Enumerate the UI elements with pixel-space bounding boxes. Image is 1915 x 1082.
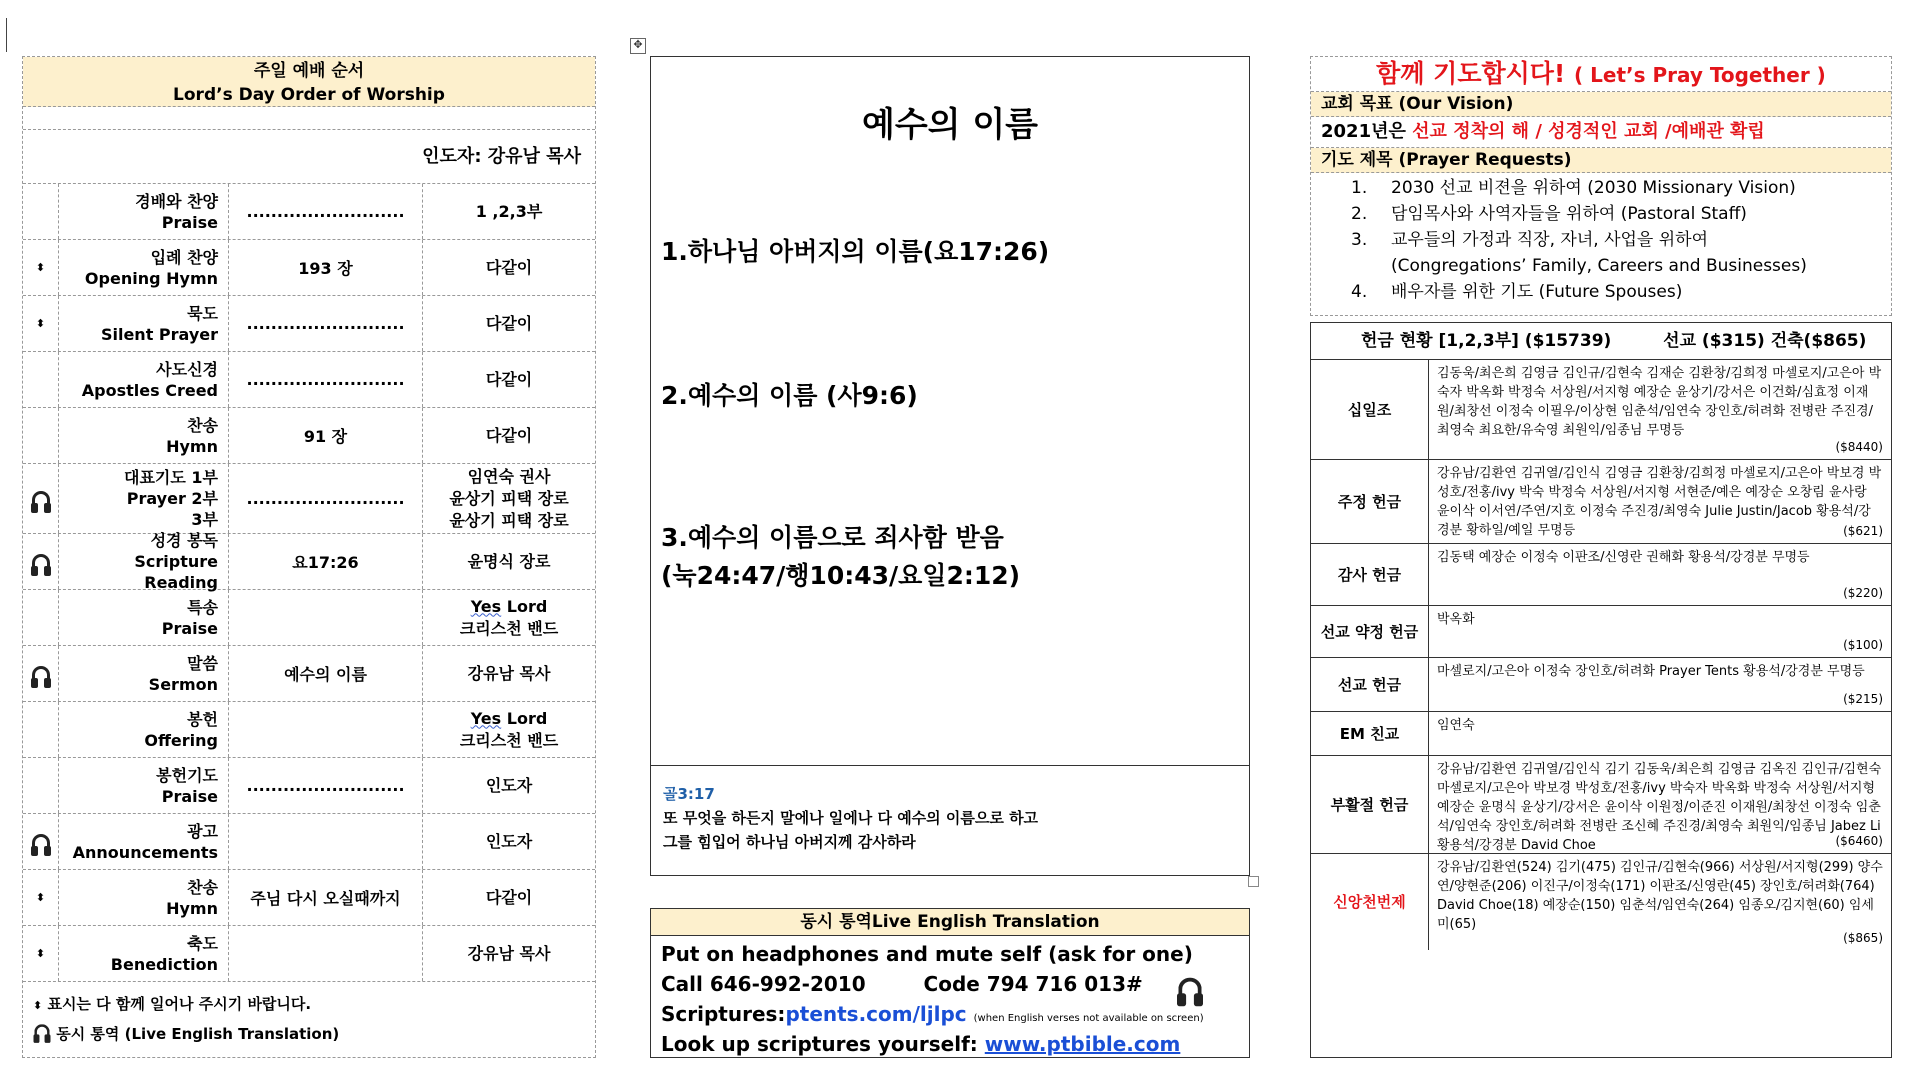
sermon-point-3-refs: (눅24:47/행10:43/요일2:12) — [661, 561, 1021, 590]
order-row-person — [423, 646, 595, 701]
stand-icon: ⬍ — [23, 926, 59, 981]
offering-names: 강유남/김환연(524) 김기(475) 김인규/김현숙(966) 서상원/서지형(299) 양수연/양현준(206) 이진구/이정숙(171) 이판조/신영란(45) 장인호/허려화(764) David Choe(18) 예장순(150) 임춘석/임연숙(264) 임종오/김지현(60) 임세미(65) — [1437, 860, 1883, 932]
order-row-detail: 193 장 — [229, 240, 423, 295]
offering-amount: ($6460) — [1835, 834, 1883, 848]
order-row-title — [59, 758, 229, 813]
offering-type: 선교 헌금 — [1311, 658, 1429, 711]
person-line: 윤상기 피택 장로 — [449, 510, 569, 530]
order-row-icon-cell — [23, 408, 59, 463]
order-item-en: Praise — [161, 786, 218, 806]
request-number: 2. — [1351, 204, 1368, 224]
order-item-en: Announcements — [72, 842, 218, 862]
sermon-panel — [650, 56, 1250, 876]
offering-row — [1311, 544, 1891, 606]
order-row — [23, 646, 595, 702]
sermon-point-3: 3.예수의 이름으로 죄사함 받음 — [661, 523, 1004, 552]
request-text: 담임목사와 사역자들을 위하여 (Pastoral Staff) — [1391, 204, 1747, 224]
prayer-request-item — [1351, 279, 1891, 305]
ptbible-link[interactable]: www.ptbible.com — [984, 1032, 1181, 1056]
headphones-icon — [23, 814, 59, 869]
order-row — [23, 702, 595, 758]
verse-box — [651, 765, 1249, 875]
person-line: 다같이 — [485, 313, 533, 333]
order-item-en: Opening Hymn — [84, 268, 218, 288]
translation-line-2 — [661, 969, 1143, 999]
person-line: 강유남 목사 — [467, 943, 551, 963]
resize-handle[interactable] — [1248, 876, 1259, 887]
order-item-en: Benediction — [110, 954, 218, 974]
order-item-ko: 입례 찬양 — [150, 247, 218, 267]
vision-goal-1: 선교 정착의 해 — [1412, 121, 1530, 142]
offering-panel — [1310, 322, 1892, 1058]
order-row-detail: .......................... — [229, 184, 423, 239]
order-row-detail: 91 장 — [229, 408, 423, 463]
offering-header — [1311, 323, 1891, 360]
order-row — [23, 408, 595, 464]
offering-names-cell — [1429, 854, 1891, 950]
order-row-detail: 예수의 이름 — [229, 646, 423, 701]
order-item-ko: 찬송 — [187, 877, 218, 897]
offering-total: 헌금 현황 [1,2,3부] ($15739) — [1361, 331, 1612, 351]
prayer-request-item — [1351, 175, 1891, 201]
order-item-ko: 사도신경 — [156, 359, 218, 379]
leader-line: 인도자: 강유남 목사 — [23, 130, 595, 184]
order-row-title — [59, 184, 229, 239]
offering-type: 부활절 헌금 — [1311, 756, 1429, 853]
spacer — [23, 107, 595, 130]
order-item-ko: 말씀 — [187, 653, 218, 673]
order-item-en: Offering — [144, 730, 218, 750]
person-line: 1 ,2,3부 — [475, 201, 543, 221]
stand-icon: ⬍ — [33, 999, 43, 1012]
order-row-title — [59, 464, 229, 533]
offering-amount: ($100) — [1843, 638, 1883, 652]
order-row-title — [59, 590, 229, 645]
stand-note: 표시는 다 함께 일어나 주시기 바랍니다. — [47, 995, 312, 1013]
order-row — [23, 240, 595, 296]
offering-row — [1311, 756, 1891, 854]
order-row — [23, 184, 595, 240]
request-number: 4. — [1351, 282, 1368, 302]
order-item-en: Apostles Creed — [81, 380, 218, 400]
prayer-panel — [1310, 56, 1892, 316]
order-row-detail — [229, 926, 423, 981]
sermon-title: 예수의 이름 — [861, 105, 1039, 145]
person-line: 다같이 — [485, 257, 533, 277]
order-row-detail: .......................... — [229, 352, 423, 407]
vision-goal-2: / 성경적인 교회 — [1535, 121, 1659, 142]
offering-names: 마셀로지/고은아 이정숙 장인호/허려화 Prayer Tents 황용석/강경분 무명등 — [1437, 664, 1865, 679]
offering-type: 신앙천번제 — [1311, 854, 1429, 950]
order-item-en: Sermon — [148, 674, 218, 694]
offering-type: 주정 헌금 — [1311, 460, 1429, 543]
verse-line-1: 또 무엇을 하든지 말에나 일에나 다 예수의 이름으로 하고 — [663, 809, 1039, 827]
person-line: 강유남 목사 — [467, 663, 551, 683]
order-row-detail — [229, 702, 423, 757]
prayer-request-item — [1351, 201, 1891, 227]
move-handle-icon[interactable]: ✥ — [630, 38, 646, 54]
order-item-en: Silent Prayer — [100, 324, 218, 344]
lookup-label: Look up scriptures yourself: — [661, 1032, 978, 1056]
order-row-title — [59, 408, 229, 463]
offering-amount: ($8440) — [1835, 440, 1883, 454]
order-of-worship-panel — [22, 56, 596, 1058]
offering-amount: ($215) — [1843, 692, 1883, 706]
order-row — [23, 870, 595, 926]
offering-names: 강유남/김환연 김귀열/김인식 김기 김동욱/최은희 김영금 김옥진 김인규/김현숙 마셀로지/고은아 박보경 박성호/전홍/ivy 박숙자 박옥화 박정숙 서상원/서지형 예장순 윤명식 윤상기/강서은 윤이삭 이원정/이준진 이재원/최창선 이정숙 임춘석/임연숙 장인호/허려화 전병란 조신혜 주진경/최영숙 최원익/임종님 Jabez Li 황용석/강경분 David Choe — [1437, 762, 1882, 853]
order-row-person — [423, 702, 595, 757]
order-row-title — [59, 702, 229, 757]
offering-names-cell — [1429, 544, 1891, 605]
order-item-ko: 봉헌기도 — [156, 765, 218, 785]
offering-names: 김동욱/최은희 김영금 김인규/김현숙 김재순 김환창/김희정 마셀로지/고은아 박숙자 박옥화 박정숙 서상원/서지형 예장순 윤상기/강서은 이건화/심효정 이재원/최창선 이정숙 이필우/이상현 임춘석/임연숙 장인호/허려화 전병란 주진경/최영숙 최요한/유숙영 최원익/임종님 무명등 — [1437, 366, 1882, 438]
order-row — [23, 464, 595, 534]
order-row-icon-cell — [23, 702, 59, 757]
offering-row — [1311, 360, 1891, 460]
meeting-code: Code 794 716 013# — [923, 972, 1143, 996]
order-row-title — [59, 531, 229, 592]
offering-names-cell — [1429, 606, 1891, 657]
prayer-title-ko: 함께 기도합시다! — [1376, 59, 1566, 88]
offering-amount: ($220) — [1843, 586, 1883, 600]
offering-row — [1311, 712, 1891, 756]
offering-names-cell — [1429, 360, 1891, 459]
order-row-person — [423, 870, 595, 925]
order-item-en: Prayer 2부 — [126, 489, 218, 508]
person-line: 다같이 — [485, 369, 533, 389]
order-row — [23, 352, 595, 408]
translation-note: 동시 통역 (Live English Translation) — [56, 1025, 340, 1043]
prayer-title-en: ( Let’s Pray Together ) — [1574, 63, 1826, 87]
person-line: 인도자 — [485, 831, 533, 851]
order-row-person — [423, 352, 595, 407]
offering-amount: ($865) — [1843, 931, 1883, 945]
request-text: 배우자를 위한 기도 (Future Spouses) — [1391, 282, 1683, 302]
headphones-icon — [23, 464, 59, 533]
person-line: Yes Lord — [470, 708, 548, 728]
offering-amount: ($621) — [1843, 524, 1883, 538]
person-line: 다같이 — [485, 887, 533, 907]
order-item-ko: 축도 — [187, 933, 218, 953]
order-row-detail: .......................... — [229, 464, 423, 533]
person-line: 크리스천 밴드 — [459, 618, 559, 638]
offering-names-cell — [1429, 712, 1891, 755]
order-item-en: Praise — [161, 212, 218, 232]
translation-panel — [650, 908, 1250, 1058]
headphones-icon — [23, 534, 59, 589]
translation-line-1 — [661, 939, 1193, 969]
order-row — [23, 814, 595, 870]
person-line: 크리스천 밴드 — [459, 730, 559, 750]
translation-header: 동시 통역Live English Translation — [651, 909, 1249, 936]
order-row-detail: .......................... — [229, 296, 423, 351]
call-number: Call 646-992-2010 — [661, 972, 866, 996]
order-row-person — [423, 758, 595, 813]
stand-icon: ⬍ — [23, 870, 59, 925]
offering-type: EM 친교 — [1311, 712, 1429, 755]
order-row-icon-cell — [23, 184, 59, 239]
offering-rows — [1311, 360, 1891, 950]
order-row — [23, 590, 595, 646]
offering-names-cell — [1429, 658, 1891, 711]
offering-row — [1311, 854, 1891, 950]
order-row-person — [423, 534, 595, 589]
order-row-detail — [229, 814, 423, 869]
offering-names-cell — [1429, 756, 1891, 853]
order-row-title — [59, 240, 229, 295]
order-row — [23, 926, 595, 982]
order-item-ko: 찬송 — [187, 415, 218, 435]
order-item-en: Hymn — [166, 436, 218, 456]
scriptures-label: Scriptures: — [661, 1002, 786, 1026]
verse-ref: 골3:17 — [663, 785, 715, 803]
order-row-title — [59, 296, 229, 351]
translation-line-4 — [661, 1029, 1180, 1059]
person-line: 윤상기 피택 장로 — [449, 488, 569, 508]
order-header — [23, 57, 595, 107]
person-line: 임연숙 권사 — [467, 466, 551, 486]
order-title-ko: 주일 예배 순서 — [253, 61, 365, 81]
order-row-person — [423, 296, 595, 351]
stand-icon: ⬍ — [23, 296, 59, 351]
order-row-detail: 요17:26 — [229, 534, 423, 589]
requests-header: 기도 제목 (Prayer Requests) — [1311, 148, 1891, 173]
mission-building-total: 선교 ($315) 건축($865) — [1663, 331, 1867, 351]
offering-names: 김동택 예장순 이정숙 이판조/신영란 권해화 황용석/강경분 무명등 — [1437, 550, 1810, 565]
order-item-ko: 묵도 — [187, 303, 218, 323]
order-row-title — [59, 926, 229, 981]
order-row-person — [423, 408, 595, 463]
offering-type: 십일조 — [1311, 360, 1429, 459]
offering-names: 박옥화 — [1437, 612, 1475, 627]
offering-type: 감사 헌금 — [1311, 544, 1429, 605]
request-number: 1. — [1351, 178, 1368, 198]
prayer-requests-list — [1311, 173, 1891, 305]
order-row-detail — [229, 590, 423, 645]
order-row-person — [423, 184, 595, 239]
prayer-request-item — [1351, 253, 1891, 279]
stand-icon: ⬍ — [23, 240, 59, 295]
order-row-title — [59, 646, 229, 701]
offering-row — [1311, 606, 1891, 658]
headphones-instruction: Put on headphones and mute self (ask for one) — [661, 942, 1193, 966]
vision-line — [1311, 117, 1891, 148]
request-number: 3. — [1351, 230, 1368, 250]
person-line: Yes Lord — [470, 596, 548, 616]
order-item-en: Hymn — [166, 898, 218, 918]
order-item-ko: 성경 봉독 — [150, 531, 218, 550]
order-item-ko: 경배와 찬양 — [135, 191, 218, 211]
sermon-point-2: 2.예수의 이름 (사9:6) — [661, 381, 918, 410]
person-line: 윤명식 장로 — [467, 551, 551, 571]
order-row — [23, 296, 595, 352]
request-text: (Congregations’ Family, Careers and Businesses) — [1391, 256, 1807, 276]
headphones-icon — [23, 646, 59, 701]
offering-row — [1311, 658, 1891, 712]
order-row — [23, 758, 595, 814]
order-row-title — [59, 352, 229, 407]
prayer-request-item — [1351, 227, 1891, 253]
offering-names: 임연숙 — [1437, 718, 1475, 733]
order-row-person — [423, 814, 595, 869]
order-row-detail: 주님 다시 오실때까지 — [229, 870, 423, 925]
request-text: 2030 선교 비젼을 위하여 (2030 Missionary Vision) — [1391, 178, 1796, 198]
order-row-title — [59, 870, 229, 925]
order-item-en: Praise — [161, 618, 218, 638]
order-item-ko: 광고 — [187, 821, 218, 841]
order-row-person — [423, 590, 595, 645]
headphones-icon — [1178, 978, 1201, 999]
order-rows — [23, 184, 595, 982]
order-row-icon-cell — [23, 758, 59, 813]
order-row-title — [59, 814, 229, 869]
request-text: 교우들의 가정과 직장, 자녀, 사업을 위하여 — [1391, 230, 1709, 250]
order-item-ko: 대표기도 1부 — [124, 468, 218, 487]
verse-line-2: 그를 힘입어 하나님 아버지께 감사하라 — [663, 833, 916, 851]
order-item-en: Scripture Reading — [134, 552, 218, 592]
order-row-person — [423, 464, 595, 533]
order-notes — [23, 982, 595, 1057]
order-item-extra: 3부 — [191, 510, 218, 529]
vision-year: 2021년은 — [1321, 121, 1406, 142]
order-row-person — [423, 240, 595, 295]
order-row-icon-cell — [23, 590, 59, 645]
vision-goal-3: /예배관 확립 — [1665, 121, 1765, 142]
person-line: 인도자 — [485, 775, 533, 795]
offering-row — [1311, 460, 1891, 544]
order-row — [23, 531, 595, 592]
scriptures-link[interactable]: ptents.com/ljlpc — [785, 1002, 967, 1026]
prayer-title — [1311, 57, 1891, 92]
order-title-en: Lord’s Day Order of Worship — [173, 85, 445, 105]
offering-names: 강유남/김환연 김귀열/김인식 김영금 김환창/김희정 마셀로지/고은아 박보경 박성호/전홍/ivy 박숙 박정숙 서상원/서지형 서현준/예은 예장순 오창림 윤사랑 윤이삭 이서연/주연/지호 이정숙 주진경/최영숙 Julie Justin/Jacob 황용석/강경분 황하일/예일 무명등 — [1437, 466, 1882, 538]
offering-type: 선교 약정 헌금 — [1311, 606, 1429, 657]
offering-names-cell — [1429, 460, 1891, 543]
person-line: 다같이 — [485, 425, 533, 445]
scriptures-note: (when English verses not available on screen) — [973, 1013, 1204, 1024]
vision-header: 교회 목표 (Our Vision) — [1311, 92, 1891, 117]
order-item-ko: 특송 — [187, 597, 218, 617]
order-row-icon-cell — [23, 352, 59, 407]
headphones-icon — [34, 1024, 49, 1038]
order-item-ko: 봉헌 — [187, 709, 218, 729]
page-edge-marker — [0, 18, 7, 52]
order-row-person — [423, 926, 595, 981]
sermon-point-1: 1.하나님 아버지의 이름(요17:26) — [661, 237, 1050, 266]
order-row-detail: .......................... — [229, 758, 423, 813]
